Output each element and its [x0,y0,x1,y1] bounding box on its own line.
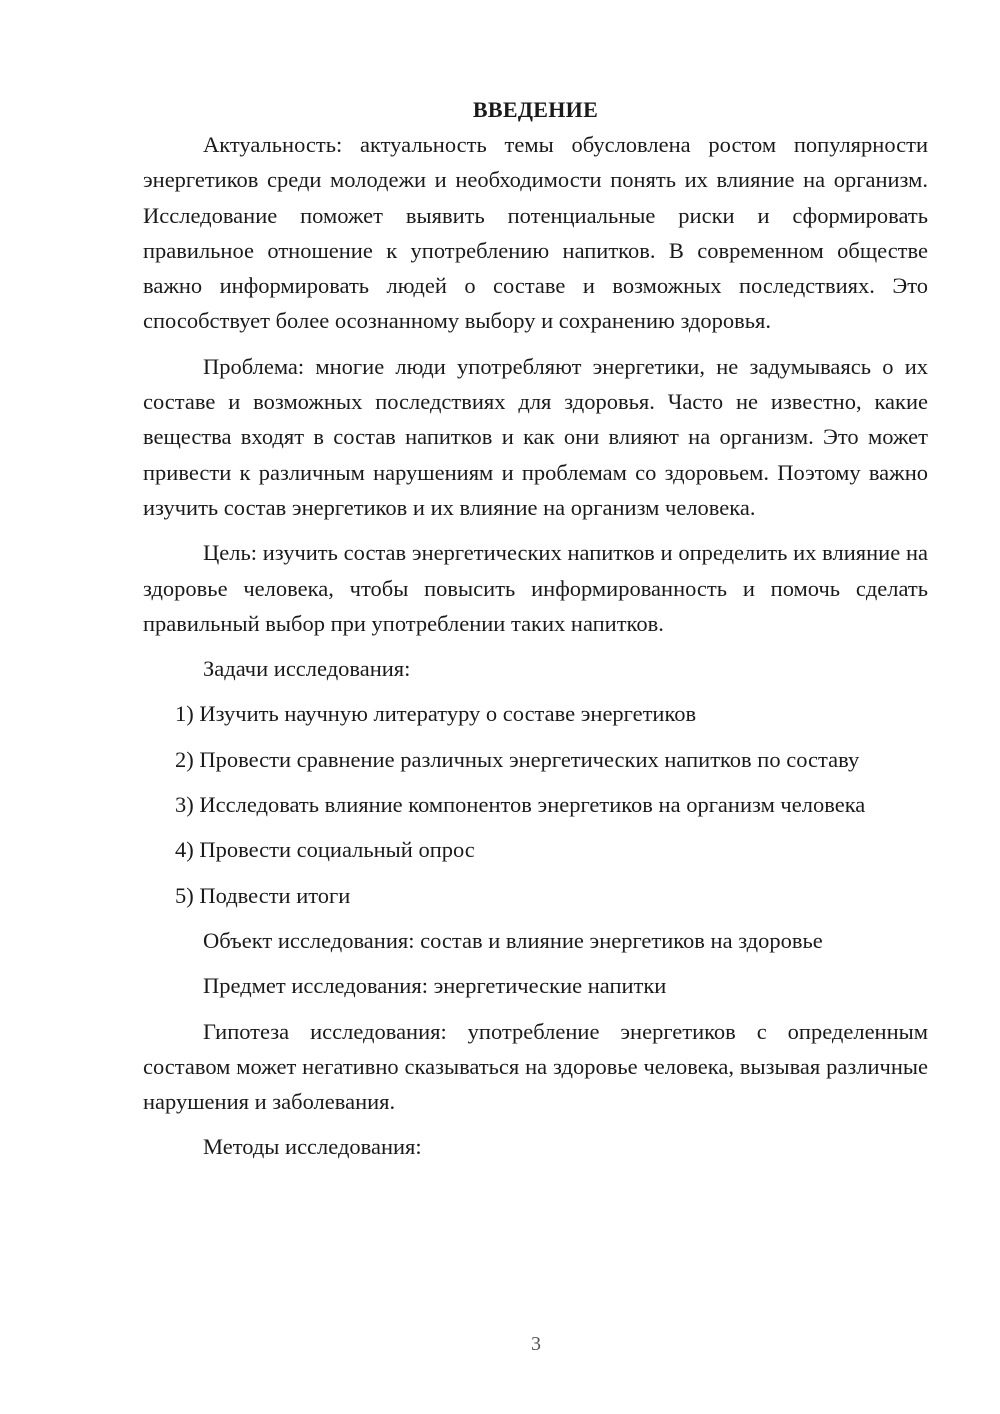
methods-heading: Методы исследования: [203,1134,422,1160]
paragraph-goal: Цель: изучить состав энергетических напитков и определить их влияние на здоровье человека, чтобы повысить информированность и помочь сделать правильный выбор при употреблении таких напитков. [143,540,928,636]
section-title: ВВЕДЕНИЕ [472,97,599,122]
task-item-4: 4) Провести социальный опрос [175,837,475,863]
paragraph-hypothesis: Гипотеза исследования: употребление энергетиков с определенным составом может негативно сказываться на здоровье человека, вызывая различные нарушения и заболевания. [143,1018,928,1115]
paragraph-problem: Проблема: многие люди употребляют энергетики, не задумываясь о их составе и возможных последствиях для здоровья. Часто не известно, какие вещества входят в состав напитков и как они влияют на организм. Это может привести к различным нарушениям и проблемам со здоровьем. Поэтому важно изучить состав энергетиков и их влияние на организм человека. [143,353,928,520]
task-item-2: 2) Провести сравнение различных энергетических напитков по составу [175,746,860,772]
document-page [143,92,928,1175]
task-item-1: 1) Изучить научную литературу о составе энергетиков [175,701,697,727]
tasks-heading: Задачи исследования: [203,656,411,682]
task-item-3: 3) Исследовать влияние компонентов энергетиков на организм человека [175,792,866,818]
paragraph-object: Объект исследования: состав и влияние энергетиков на здоровье [203,927,823,953]
task-item-5: 5) Подвести итоги [175,882,351,908]
page-number: 3 [531,1333,541,1355]
paragraph-relevance: Актуальность: актуальность темы обусловлена ростом популярности энергетиков среди молодежи и необходимости понять их влияние на организм. Исследование поможет выявить потенциальные риски и сформировать правильное отношение к употреблению напитков. В современном обществе важно информировать людей о составе и возможных последствиях. Это способствует более осознанному выбору и сохранению здоровья. [143,132,928,334]
paragraph-subject: Предмет исследования: энергетические напитки [203,973,667,999]
